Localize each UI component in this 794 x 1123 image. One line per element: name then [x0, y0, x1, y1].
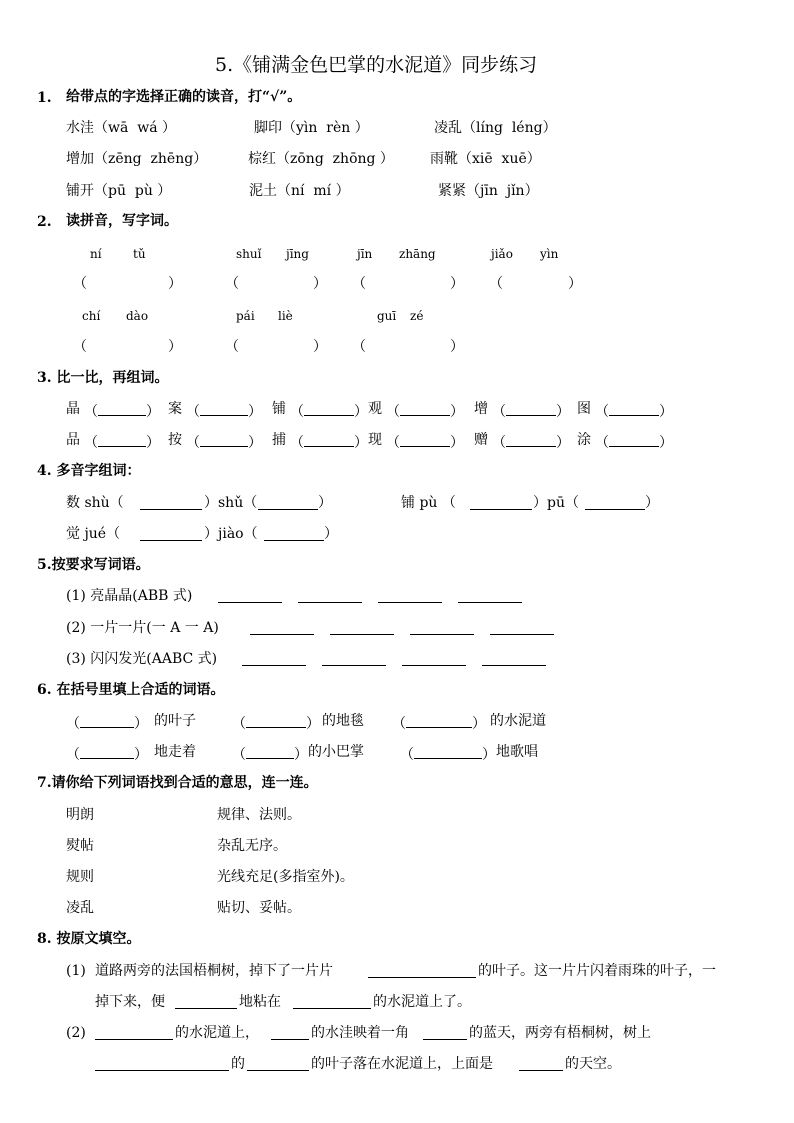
pinyin: zhāng: [399, 247, 436, 261]
blank[interactable]: （ ）: [290, 404, 368, 420]
blank[interactable]: （ ）: [186, 435, 262, 451]
answer-bracket: ）: [450, 339, 464, 355]
pinyin: guī: [377, 309, 397, 323]
page-title: 5.《铺满金色巴掌的水泥道》同步练习: [215, 54, 538, 76]
q7-word[interactable]: 熨帖: [66, 838, 94, 854]
blank[interactable]: （ ）: [84, 404, 160, 420]
char: 观: [368, 401, 382, 417]
q6-suffix: 地走着: [154, 744, 196, 760]
q5-item: (3) 闪闪发光(AABC 式): [66, 651, 218, 667]
pinyin: jīng: [286, 247, 309, 261]
q6-suffix: 的地毯: [322, 713, 364, 729]
pinyin: chí: [82, 309, 101, 323]
answer-bracket[interactable]: （: [73, 276, 87, 292]
char: 赠: [474, 432, 488, 448]
q1-item: 增加（zēng zhēng）: [66, 151, 208, 167]
q4-blank[interactable]: [264, 527, 324, 544]
q8-text: 道路两旁的法国梧桐树，掉下了一片片: [95, 963, 333, 979]
q5-blank[interactable]: [322, 652, 386, 669]
char: 按: [168, 432, 182, 448]
q8-num: (1): [66, 963, 86, 979]
q8-text: 的水泥道上了。: [373, 994, 471, 1010]
q8-blank[interactable]: [519, 1057, 563, 1074]
pinyin: jīn: [357, 247, 373, 261]
q8-text: 的: [231, 1056, 245, 1072]
char: 现: [368, 432, 382, 448]
q8-text: 的叶子落在水泥道上，上面是: [311, 1056, 493, 1072]
q4-blank[interactable]: [140, 496, 202, 513]
q4-label: ）shǔ（: [204, 495, 258, 511]
q8-blank[interactable]: [247, 1057, 309, 1074]
pinyin: shuǐ: [236, 247, 262, 261]
q5-item: (2) 一片一片(一 A 一 A): [66, 620, 219, 636]
char: 铺: [272, 401, 286, 417]
q4-blank[interactable]: [470, 496, 532, 513]
answer-bracket: ）: [313, 339, 327, 355]
q8-num: (2): [66, 1025, 86, 1041]
pinyin: pái: [236, 309, 255, 323]
q6-blank[interactable]: （ ）: [392, 716, 486, 732]
q8-blank[interactable]: [175, 995, 237, 1012]
q4-label: 数 shù（: [66, 495, 124, 511]
q8-blank[interactable]: [95, 1026, 173, 1043]
q5-blank[interactable]: [402, 652, 466, 669]
q2-number: 2.: [37, 214, 52, 230]
q5-blank[interactable]: [458, 589, 522, 606]
q6-suffix: 的叶子: [154, 713, 196, 729]
q8-blank[interactable]: [368, 964, 476, 981]
q7-meaning[interactable]: 光线充足(多指室外)。: [217, 869, 354, 885]
char: 案: [168, 401, 182, 417]
q8-text: 掉下来，便: [95, 994, 165, 1010]
q6-prompt: 6. 在括号里填上合适的词语。: [37, 682, 225, 698]
blank[interactable]: （ ）: [386, 404, 464, 420]
q7-meaning[interactable]: 杂乱无序。: [217, 838, 287, 854]
pinyin: tǔ: [133, 247, 146, 261]
q8-prompt: 8. 按原文填空。: [37, 931, 141, 947]
q5-blank[interactable]: [490, 621, 554, 638]
q6-suffix: 的水泥道: [490, 713, 546, 729]
q8-text: 的水泥道上，: [175, 1025, 259, 1041]
q6-blank[interactable]: （ ）: [400, 747, 496, 763]
q5-blank[interactable]: [378, 589, 442, 606]
pinyin: jiǎo: [491, 247, 513, 261]
q8-blank[interactable]: [423, 1026, 467, 1043]
q5-prompt: 5.按要求写词语。: [37, 557, 150, 573]
q1-item: 水洼（wā wá ）: [66, 120, 177, 136]
q4-prompt: 4. 多音字组词：: [37, 463, 141, 479]
q4-label: 铺 pù （: [401, 495, 456, 511]
q1-item: 凌乱（líng léng）: [434, 120, 557, 136]
q4-label: ）jiào（: [204, 526, 258, 542]
char: 晶: [66, 401, 80, 417]
char: 图: [577, 401, 591, 417]
q8-text: 的叶子。这一片片闪着雨珠的叶子，一: [478, 963, 716, 979]
pinyin: zé: [410, 309, 424, 323]
q5-blank[interactable]: [218, 589, 282, 606]
q4-close: ）: [645, 495, 659, 511]
q6-blank[interactable]: （ ）: [66, 716, 148, 732]
q1-item: 紧紧（jīn jǐn）: [438, 183, 539, 199]
q1-number: 1.: [37, 90, 52, 106]
q3-prompt: 3. 比一比，再组词。: [37, 370, 169, 386]
char: 涂: [577, 432, 591, 448]
answer-bracket: ）: [168, 276, 182, 292]
q1-item: 棕红（zōng zhōng ）: [248, 151, 394, 167]
q8-blank[interactable]: [271, 1026, 309, 1043]
q5-blank[interactable]: [250, 621, 314, 638]
blank[interactable]: （ ）: [492, 404, 570, 420]
q8-text: 地粘在: [239, 994, 281, 1010]
answer-bracket: ）: [313, 276, 327, 292]
answer-bracket[interactable]: （: [225, 339, 239, 355]
q8-blank[interactable]: [293, 995, 371, 1012]
q6-blank[interactable]: （ ）: [232, 747, 308, 763]
q4-blank[interactable]: [140, 527, 202, 544]
q7-word[interactable]: 规则: [66, 869, 94, 885]
q8-text: 的水洼映着一角: [311, 1025, 409, 1041]
q8-text: 的天空。: [565, 1056, 621, 1072]
answer-bracket: ）: [168, 339, 182, 355]
q5-blank[interactable]: [410, 621, 474, 638]
pinyin: yìn: [540, 247, 559, 261]
answer-bracket[interactable]: （: [352, 339, 366, 355]
answer-bracket[interactable]: （: [489, 276, 503, 292]
pinyin: dào: [126, 309, 149, 323]
answer-bracket[interactable]: （: [73, 339, 87, 355]
q2-prompt: 读拼音，写字词。: [66, 213, 178, 229]
q7-word[interactable]: 明朗: [66, 807, 94, 823]
answer-bracket: ）: [450, 276, 464, 292]
answer-bracket[interactable]: （: [352, 276, 366, 292]
blank[interactable]: （ ）: [595, 404, 673, 420]
char: 品: [66, 432, 80, 448]
blank[interactable]: （ ）: [492, 435, 570, 451]
blank[interactable]: （ ）: [84, 435, 160, 451]
q4-blank[interactable]: [258, 496, 318, 513]
char: 捕: [272, 432, 286, 448]
pinyin: ní: [90, 247, 102, 261]
q1-item: 铺开（pū pù ）: [66, 183, 172, 199]
char: 增: [474, 401, 488, 417]
q6-blank[interactable]: （ ）: [66, 747, 148, 763]
q5-blank[interactable]: [242, 652, 306, 669]
q5-blank[interactable]: [298, 589, 362, 606]
q5-blank[interactable]: [330, 621, 394, 638]
answer-bracket: ）: [568, 276, 582, 292]
q7-prompt: 7.请你给下列词语找到合适的意思，连一连。: [37, 775, 318, 791]
q6-blank[interactable]: （ ）: [232, 716, 320, 732]
q6-suffix: 的小巴掌: [308, 744, 364, 760]
answer-bracket[interactable]: （: [225, 276, 239, 292]
q5-blank[interactable]: [482, 652, 546, 669]
q1-item: 雨靴（xiē xuē）: [430, 151, 541, 167]
blank[interactable]: （ ）: [290, 435, 368, 451]
q1-item: 泥土（ní mí ）: [249, 183, 350, 199]
q7-meaning[interactable]: 规律、法则。: [217, 807, 301, 823]
q4-close: ）: [318, 495, 332, 511]
q5-item: (1) 亮晶晶(ABB 式): [66, 588, 193, 604]
q1-prompt: 给带点的字选择正确的读音，打“√”。: [66, 89, 302, 105]
q1-item: 脚印（yìn rèn ）: [254, 120, 369, 136]
q8-text: 的蓝天，两旁有梧桐树，树上: [469, 1025, 651, 1041]
blank[interactable]: （ ）: [186, 404, 262, 420]
pinyin: liè: [278, 309, 293, 323]
q4-label: ）pū（: [533, 495, 579, 511]
q4-close: ）: [324, 526, 338, 542]
q7-word[interactable]: 凌乱: [66, 900, 94, 916]
q7-meaning[interactable]: 贴切、妥帖。: [217, 900, 301, 916]
blank[interactable]: （ ）: [386, 435, 464, 451]
q4-label: 觉 jué（: [66, 526, 121, 542]
q4-blank[interactable]: [585, 496, 645, 513]
q6-suffix: 地歌唱: [496, 744, 538, 760]
blank[interactable]: （ ）: [595, 435, 673, 451]
q8-blank[interactable]: [95, 1057, 229, 1074]
